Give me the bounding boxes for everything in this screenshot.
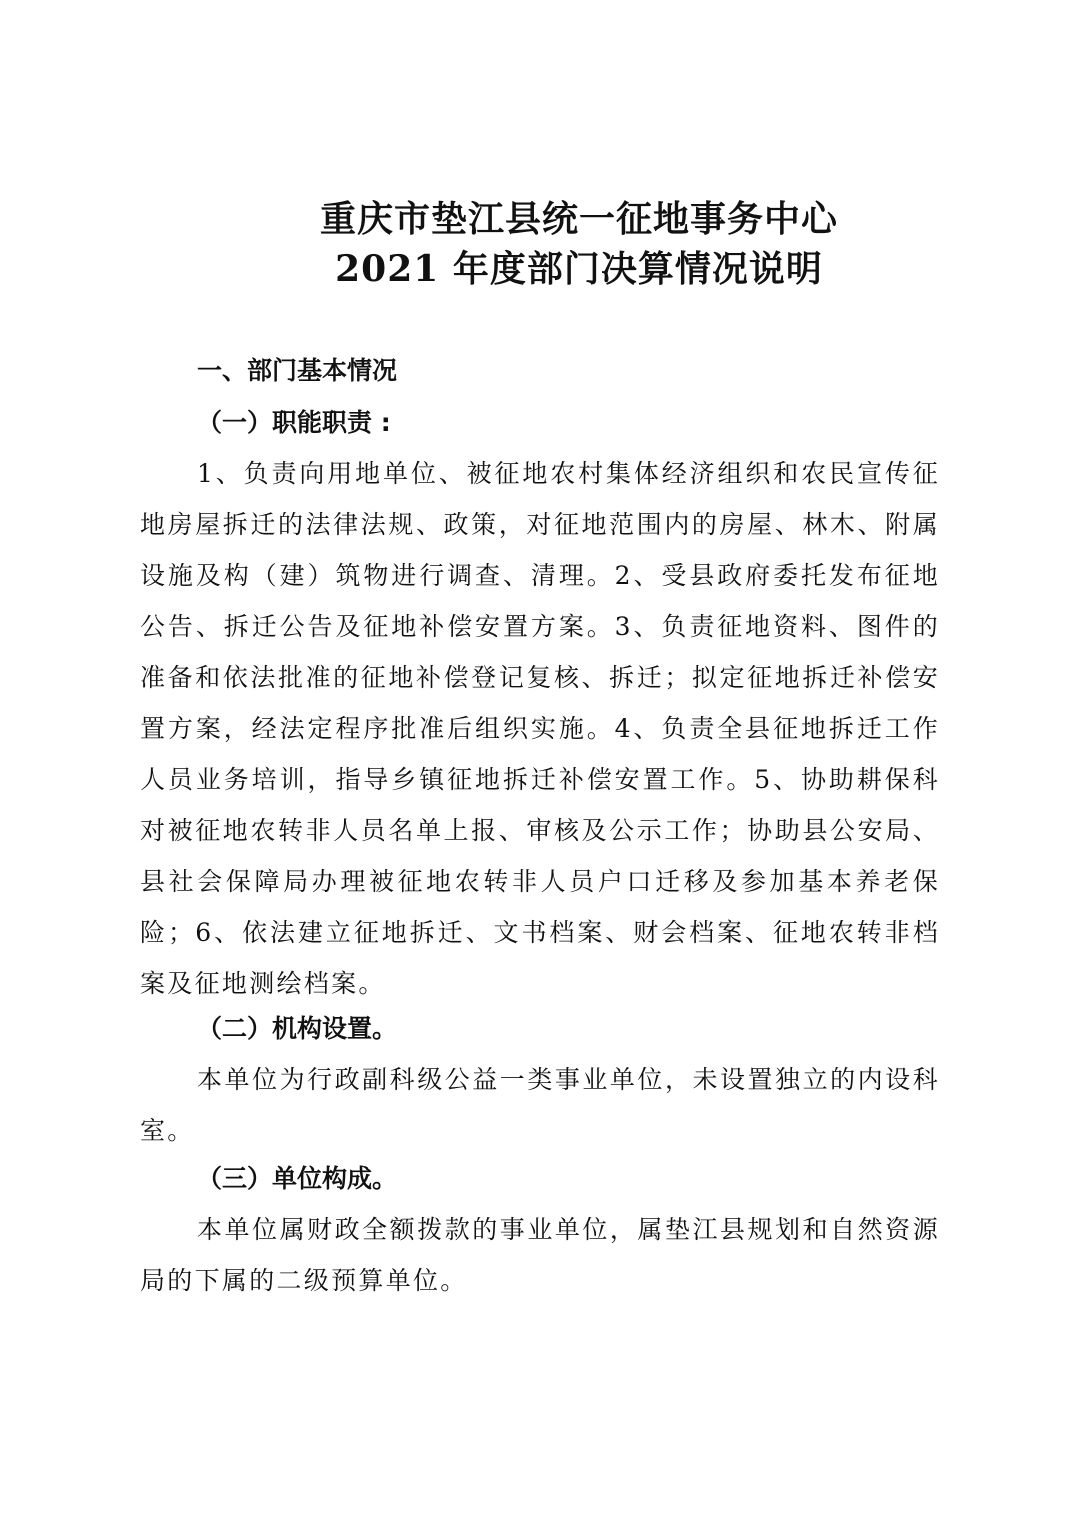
subsection-heading-functions: （一）职能职责 :	[197, 408, 391, 437]
paragraph-functions: 1、负责向用地单位、被征地农村集体经济组织和农民宣传征地房屋拆迁的法律法规、政策，对征地范围内的房屋、林木、附属设施及构（建）筑物进行调查、清理。2、受县政府委托发布征地公告、拆迁公告及征地补偿安置方案。3、负责征地资料、图件的准备和依法批准的征地补偿登记复核、拆迁；拟定征地拆迁补偿安置方案，经法定程序批准后组织实施。4、负责全县征地拆迁工作人员业务培训，指导乡镇征地拆迁补偿安置工作。5、协助耕保科对被征地农转非人员名单上报、审核及公示工作；协助县公安局、县社会保障局办理被征地农转非人员户口迁移及参加基本养老保险；6、依法建立征地拆迁、文书档案、财会档案、征地农转非档案及征地测绘档案。	[140, 459, 940, 998]
section-heading-basic-info: 一、部门基本情况	[197, 356, 398, 385]
document-title-line1: 重庆市垫江县统一征地事务中心	[319, 198, 838, 240]
paragraph-composition: 本单位属财政全额拨款的事业单位，属垫江县规划和自然资源局的下属的二级预算单位。	[140, 1215, 940, 1295]
subsection-heading-composition: （三）单位构成。	[197, 1164, 398, 1193]
document-title-line2: 2021 年度部门决算情况说明	[335, 248, 823, 290]
subsection-heading-organization: （二）机构设置。	[197, 1014, 398, 1043]
paragraph-organization: 本单位为行政副科级公益一类事业单位，未设置独立的内设科室。	[140, 1065, 940, 1145]
